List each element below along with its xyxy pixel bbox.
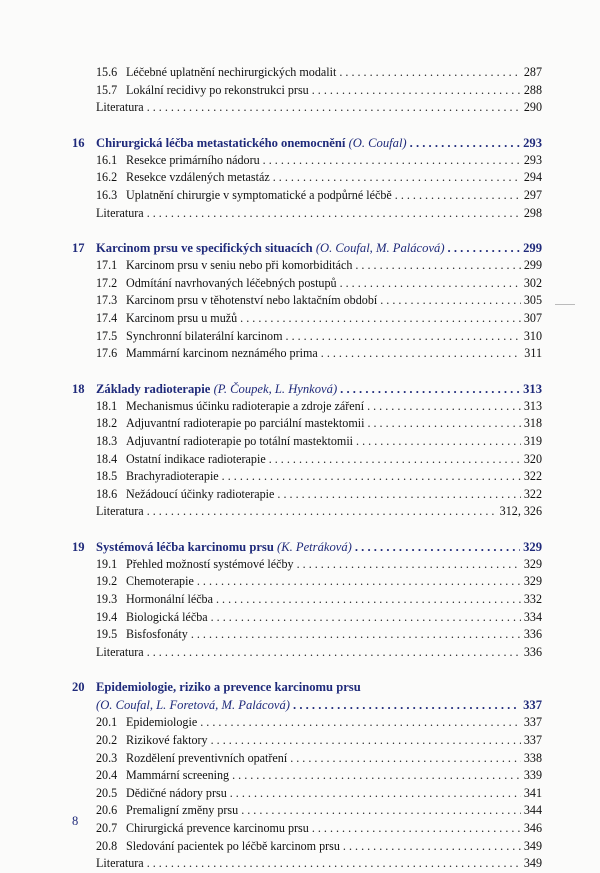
leader-dots [355, 538, 520, 556]
toc-chapter [72, 538, 542, 662]
section-title: Bisfosfonáty [126, 627, 188, 642]
section-number: 20.6 [96, 803, 118, 818]
chapter-authors: (K. Petráková) [277, 539, 352, 554]
literature-label: Literatura [96, 205, 144, 220]
leader-dots [200, 714, 521, 732]
section-title: Přehled možností systémové léčby [126, 556, 294, 571]
toc-chapter [72, 64, 542, 117]
leader-dots [241, 802, 521, 820]
chapter-number: 19 [72, 539, 85, 554]
leader-dots [356, 433, 521, 451]
section-page: 322 [523, 469, 542, 484]
section-number: 18.2 [96, 416, 118, 431]
section-number: 19.5 [96, 627, 118, 642]
section-title: Hormonální léčba [126, 592, 213, 607]
leader-dots [147, 503, 497, 521]
section-page: 337 [523, 715, 542, 730]
toc-entry[interactable] [72, 169, 542, 187]
section-page: 332 [523, 592, 542, 607]
section-page: 339 [523, 768, 542, 783]
section-page: 320 [523, 451, 542, 466]
scan-mark [555, 304, 575, 305]
leader-dots [286, 328, 521, 346]
section-title: Epidemiologie [126, 715, 198, 730]
toc-entry[interactable] [72, 82, 542, 100]
section-number: 16.3 [96, 187, 118, 202]
section-page: 334 [523, 609, 542, 624]
section-title: Ostatní indikace radioterapie [126, 451, 266, 466]
chapter-heading[interactable] [72, 380, 542, 398]
section-number: 20.3 [96, 750, 118, 765]
chapter-title: Chirurgická léčba metastatického onemocnění [96, 135, 346, 150]
toc-literature[interactable] [72, 855, 542, 873]
section-page: 318 [523, 416, 542, 431]
toc-entry[interactable] [72, 152, 542, 170]
section-number: 17.2 [96, 275, 118, 290]
section-page: 338 [523, 750, 542, 765]
section-number: 18.1 [96, 398, 118, 413]
section-title: Lokální recidivy po rekonstrukci prsu [126, 82, 309, 97]
leader-dots [240, 310, 521, 328]
toc-entry[interactable] [72, 767, 542, 785]
toc-entry[interactable] [72, 573, 542, 591]
section-title: Uplatnění chirurgie v symptomatické a podpůrné léčbě [126, 187, 392, 202]
section-number: 17.4 [96, 310, 118, 325]
section-title: Brachyradioterapie [126, 469, 219, 484]
leader-dots [197, 573, 521, 591]
toc-entry[interactable] [72, 732, 542, 750]
toc-entry[interactable] [72, 591, 542, 609]
section-number: 20.1 [96, 715, 118, 730]
toc-entry[interactable] [72, 310, 542, 328]
toc-entry[interactable] [72, 451, 542, 469]
section-title: Nežádoucí účinky radioterapie [126, 486, 275, 501]
toc-entry[interactable] [72, 398, 542, 416]
chapter-title: Systémová léčba karcinomu prsu [96, 539, 274, 554]
section-page: 287 [523, 65, 542, 79]
chapter-authors: (O. Coufal, L. Foretová, M. Palácová) [96, 698, 291, 713]
toc-entry[interactable] [72, 785, 542, 803]
section-number: 20.8 [96, 838, 118, 853]
toc-entry[interactable] [72, 64, 542, 82]
chapter-title: Epidemiologie, riziko a prevence karcinomu prsu [96, 680, 361, 695]
toc-entry[interactable] [72, 556, 542, 574]
literature-page: 349 [523, 856, 542, 871]
chapter-page: 293 [523, 135, 542, 150]
leader-dots [297, 556, 521, 574]
leader-dots [147, 99, 521, 117]
section-page: 344 [523, 803, 542, 818]
leader-dots [216, 591, 521, 609]
section-title: Karcinom prsu v těhotenství nebo laktačním období [126, 293, 378, 308]
section-page: 329 [523, 556, 542, 571]
section-number: 18.3 [96, 433, 118, 448]
section-page: 341 [523, 785, 542, 800]
leader-dots [222, 468, 521, 486]
toc-entry[interactable] [72, 802, 542, 820]
toc-literature[interactable] [72, 503, 542, 521]
toc-chapter [72, 134, 542, 222]
literature-page: 298 [523, 205, 542, 220]
chapter-page: 329 [523, 539, 542, 554]
section-title: Mechanismus účinku radioterapie a zdroje záření [126, 398, 365, 413]
chapter-number: 17 [72, 241, 85, 256]
section-number: 19.3 [96, 592, 118, 607]
literature-label: Literatura [96, 100, 144, 115]
leader-dots [147, 205, 521, 223]
leader-dots [321, 345, 522, 363]
literature-page: 312, 326 [499, 504, 542, 519]
leader-dots [277, 486, 520, 504]
section-number: 20.2 [96, 733, 118, 748]
toc-entry[interactable] [72, 468, 542, 486]
section-page: 307 [523, 310, 542, 325]
chapter-title: Základy radioterapie [96, 381, 211, 396]
section-title: Sledování pacientek po léčbě karcinom prsu [126, 838, 340, 853]
section-number: 18.6 [96, 486, 118, 501]
literature-page: 336 [523, 644, 542, 659]
section-number: 15.6 [96, 65, 118, 79]
toc-entry[interactable] [72, 626, 542, 644]
toc-entry[interactable] [72, 345, 542, 363]
chapter-authors: (P. Čoupek, L. Hynková) [213, 381, 338, 396]
chapter-page: 337 [523, 698, 542, 713]
section-page: 305 [523, 293, 542, 308]
section-title: Dědičné nádory prsu [126, 785, 227, 800]
leader-dots [380, 292, 521, 310]
chapter-number: 16 [72, 135, 85, 150]
section-page: 313 [523, 398, 542, 413]
section-page: 311 [524, 346, 542, 361]
section-page: 346 [523, 821, 542, 835]
leader-dots [448, 239, 521, 257]
section-page: 293 [523, 152, 542, 167]
section-page: 319 [523, 433, 542, 448]
chapter-number: 18 [72, 381, 85, 396]
leader-dots [147, 644, 521, 662]
literature-page: 290 [523, 100, 542, 115]
toc-entry[interactable] [72, 838, 542, 856]
section-number: 16.1 [96, 152, 118, 167]
section-number: 20.5 [96, 785, 118, 800]
section-number: 17.6 [96, 346, 118, 361]
toc-entry[interactable] [72, 433, 542, 451]
section-title: Karcinom prsu v seniu nebo při komorbiditách [126, 258, 353, 273]
section-title: Synchronní bilaterální karcinom [126, 328, 283, 343]
leader-dots [230, 785, 521, 803]
toc-entry[interactable] [72, 257, 542, 275]
toc-entry[interactable] [72, 275, 542, 293]
leader-dots [191, 626, 521, 644]
section-page: 329 [523, 574, 542, 589]
section-number: 20.7 [96, 821, 118, 835]
chapter-heading-continued[interactable] [72, 696, 542, 714]
toc-entry[interactable] [72, 187, 542, 205]
toc-literature[interactable] [72, 205, 542, 223]
section-page: 336 [523, 627, 542, 642]
table-of-contents [72, 64, 542, 873]
section-title: Odmítání navrhovaných léčebných postupů [126, 275, 337, 290]
section-page: 337 [523, 733, 542, 748]
section-page: 349 [523, 838, 542, 853]
leader-dots [211, 732, 521, 750]
section-number: 17.5 [96, 328, 118, 343]
toc-chapter [72, 239, 542, 363]
chapter-authors: (O. Coufal, M. Palácová) [315, 241, 445, 256]
toc-chapter [72, 380, 542, 521]
chapter-heading[interactable] [72, 134, 542, 152]
leader-dots [367, 415, 520, 433]
section-title: Resekce vzdálených metastáz [126, 170, 270, 185]
section-number: 19.4 [96, 609, 118, 624]
section-title: Karcinom prsu u mužů [126, 310, 238, 325]
section-page: 322 [523, 486, 542, 501]
leader-dots [147, 855, 521, 873]
chapter-number: 20 [72, 680, 85, 695]
section-number: 19.1 [96, 556, 118, 571]
toc-entry[interactable] [72, 486, 542, 504]
section-title: Léčebné uplatnění nechirurgických modalit [126, 65, 337, 79]
section-title: Rozdělení preventivních opatření [126, 750, 288, 765]
chapter-authors: (O. Coufal) [348, 135, 407, 150]
toc-entry[interactable] [72, 714, 542, 732]
leader-dots [211, 609, 521, 627]
leader-dots [293, 696, 520, 714]
chapter-page: 313 [523, 381, 542, 396]
chapter-heading[interactable] [72, 678, 542, 696]
toc-entry[interactable] [72, 292, 542, 310]
chapter-heading[interactable] [72, 239, 542, 257]
leader-dots [343, 838, 521, 856]
toc-entry[interactable] [72, 609, 542, 627]
section-title: Adjuvantní radioterapie po totální mastektomii [126, 433, 354, 448]
leader-dots [290, 750, 521, 768]
toc-literature[interactable] [72, 99, 542, 117]
section-title: Resekce primárního nádoru [126, 152, 260, 167]
section-title: Mammární screening [126, 768, 230, 783]
section-title: Mammární karcinom neznámého prima [126, 346, 318, 361]
leader-dots [410, 134, 520, 152]
section-page: 299 [523, 258, 542, 273]
toc-entry[interactable] [72, 820, 542, 838]
chapter-page: 299 [523, 241, 542, 256]
leader-dots [340, 380, 520, 398]
chapter-title: Karcinom prsu ve specifických situacích [96, 241, 313, 256]
section-number: 17.1 [96, 258, 118, 273]
toc-entry[interactable] [72, 328, 542, 346]
leader-dots [355, 257, 520, 275]
section-number: 18.5 [96, 469, 118, 484]
section-number: 19.2 [96, 574, 118, 589]
section-number: 15.7 [96, 82, 118, 97]
toc-entry[interactable] [72, 750, 542, 768]
leader-dots [312, 820, 521, 838]
leader-dots [269, 451, 521, 469]
leader-dots [312, 82, 521, 100]
leader-dots [263, 152, 521, 170]
page-number: 8 [72, 814, 79, 828]
section-number: 16.2 [96, 170, 118, 185]
section-title: Chirurgická prevence karcinomu prsu [126, 821, 309, 835]
section-title: Adjuvantní radioterapie po parciální mastektomii [126, 416, 365, 431]
section-page: 297 [523, 187, 542, 202]
section-number: 20.4 [96, 768, 118, 783]
leader-dots [395, 187, 521, 205]
literature-label: Literatura [96, 504, 144, 519]
chapter-heading[interactable] [72, 538, 542, 556]
leader-dots [232, 767, 521, 785]
section-title: Premaligní změny prsu [126, 803, 239, 818]
section-number: 18.4 [96, 451, 118, 466]
section-page: 294 [523, 170, 542, 185]
leader-dots [340, 275, 521, 293]
section-title: Rizikové faktory [126, 733, 208, 748]
leader-dots [273, 169, 521, 187]
section-number: 17.3 [96, 293, 118, 308]
toc-literature[interactable] [72, 644, 542, 662]
leader-dots [339, 64, 521, 82]
section-title: Biologická léčba [126, 609, 208, 624]
toc-entry[interactable] [72, 415, 542, 433]
leader-dots [367, 398, 521, 416]
literature-label: Literatura [96, 856, 144, 871]
section-page: 310 [523, 328, 542, 343]
toc-chapter [72, 678, 542, 872]
section-page: 288 [523, 82, 542, 97]
section-title: Chemoterapie [126, 574, 194, 589]
section-page: 302 [523, 275, 542, 290]
literature-label: Literatura [96, 644, 144, 659]
